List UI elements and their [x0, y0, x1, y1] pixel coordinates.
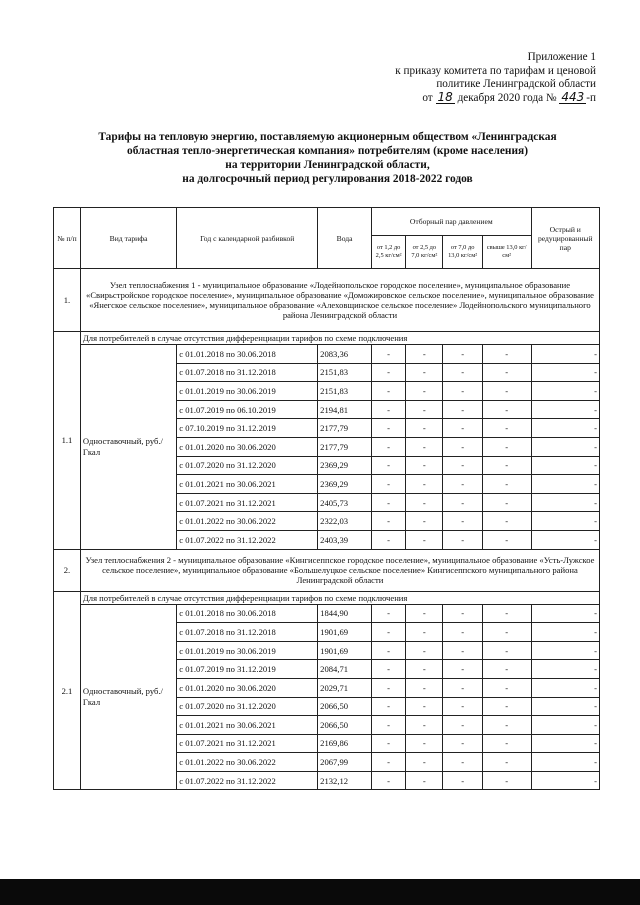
- empty-tariff-dash: -: [406, 716, 443, 735]
- empty-tariff-dash: -: [372, 345, 406, 364]
- empty-tariff-dash: -: [531, 437, 599, 456]
- period-cell: с 01.01.2020 по 30.06.2020: [177, 678, 318, 697]
- date-prefix: от: [422, 91, 433, 104]
- empty-tariff-dash: -: [443, 716, 482, 735]
- period-cell: с 01.01.2019 по 30.06.2019: [177, 641, 318, 660]
- empty-tariff-dash: -: [531, 363, 599, 382]
- empty-tariff-dash: -: [531, 345, 599, 364]
- water-tariff-cell: 2067,99: [318, 753, 372, 772]
- empty-tariff-dash: -: [406, 363, 443, 382]
- empty-tariff-dash: -: [372, 456, 406, 475]
- water-tariff-cell: 2322,03: [318, 512, 372, 531]
- node2-num: 2.: [54, 549, 81, 591]
- tariff-table: [53, 207, 600, 790]
- period-cell: с 01.07.2019 по 06.10.2019: [177, 400, 318, 419]
- empty-tariff-dash: -: [482, 400, 531, 419]
- empty-tariff-dash: -: [406, 493, 443, 512]
- water-tariff-cell: 2029,71: [318, 678, 372, 697]
- water-tariff-cell: 2194,81: [318, 400, 372, 419]
- empty-tariff-dash: -: [482, 512, 531, 531]
- scan-bottom-border: [0, 879, 640, 905]
- header-tariff-type: Вид тарифа: [80, 208, 176, 269]
- empty-tariff-dash: -: [406, 512, 443, 531]
- node1-group-label: Для потребителей в случае отсутствия дифференциации тарифов по схеме подключения: [80, 332, 599, 345]
- empty-tariff-dash: -: [482, 363, 531, 382]
- empty-tariff-dash: -: [531, 400, 599, 419]
- node2-tariff-type: Одноставочный, руб./Гкал: [80, 604, 176, 790]
- node1-sub-num: 1.1: [54, 332, 81, 550]
- date-day-handwritten: 18: [437, 89, 453, 104]
- empty-tariff-dash: -: [372, 512, 406, 531]
- order-number-handwritten: 443: [561, 89, 585, 104]
- appendix-title: Приложение 1: [527, 51, 596, 63]
- empty-tariff-dash: -: [406, 660, 443, 679]
- empty-tariff-dash: -: [406, 345, 443, 364]
- node1-tariff-type: Одноставочный, руб./Гкал: [80, 345, 176, 550]
- period-cell: с 01.07.2020 по 31.12.2020: [177, 456, 318, 475]
- empty-tariff-dash: -: [443, 400, 482, 419]
- header-steam-1: от 1,2 до 2,5 кг/см²: [372, 236, 406, 269]
- empty-tariff-dash: -: [443, 734, 482, 753]
- empty-tariff-dash: -: [531, 660, 599, 679]
- order-suffix: -п: [586, 91, 596, 104]
- title-line-2: областная тепло-энергетическая компания» потребителям (кроме населения): [127, 145, 528, 158]
- empty-tariff-dash: -: [482, 475, 531, 494]
- empty-tariff-dash: -: [406, 456, 443, 475]
- empty-tariff-dash: -: [482, 697, 531, 716]
- empty-tariff-dash: -: [372, 771, 406, 790]
- period-cell: с 01.07.2020 по 31.12.2020: [177, 697, 318, 716]
- empty-tariff-dash: -: [372, 660, 406, 679]
- empty-tariff-dash: -: [372, 678, 406, 697]
- empty-tariff-dash: -: [482, 660, 531, 679]
- empty-tariff-dash: -: [482, 623, 531, 642]
- title-line-4: на долгосрочный период регулирования 2018-2022 годов: [182, 173, 473, 186]
- empty-tariff-dash: -: [406, 697, 443, 716]
- empty-tariff-dash: -: [443, 419, 482, 438]
- empty-tariff-dash: -: [531, 493, 599, 512]
- empty-tariff-dash: -: [482, 678, 531, 697]
- date-rest: декабря 2020 года №: [457, 91, 557, 104]
- empty-tariff-dash: -: [531, 475, 599, 494]
- empty-tariff-dash: -: [531, 512, 599, 531]
- header-steam-3: от 7,0 до 13,0 кг/см²: [443, 236, 482, 269]
- period-cell: с 01.01.2021 по 30.06.2021: [177, 475, 318, 494]
- empty-tariff-dash: -: [372, 419, 406, 438]
- water-tariff-cell: 1844,90: [318, 604, 372, 623]
- header-steam-4: свыше 13,0 кг/см²: [482, 236, 531, 269]
- empty-tariff-dash: -: [482, 716, 531, 735]
- empty-tariff-dash: -: [531, 771, 599, 790]
- empty-tariff-dash: -: [482, 437, 531, 456]
- header-num: № п/п: [54, 208, 81, 269]
- node2-description: Узел теплоснабжения 2 - муниципальное образование «Кингисеппское городское поселение», муниципальное образование «Усть-Лужское сельское поселение», муниципальное образование «Большелуцкое сельское поселение» Кингисеппского муниципального района Ленинградской области: [80, 549, 599, 591]
- table-row: [54, 604, 600, 623]
- header-steam-group: Отборный пар давлением: [372, 208, 532, 236]
- empty-tariff-dash: -: [482, 734, 531, 753]
- period-cell: с 01.07.2022 по 31.12.2022: [177, 771, 318, 790]
- empty-tariff-dash: -: [406, 734, 443, 753]
- empty-tariff-dash: -: [443, 641, 482, 660]
- water-tariff-cell: 2151,83: [318, 363, 372, 382]
- empty-tariff-dash: -: [443, 382, 482, 401]
- water-tariff-cell: 2403,39: [318, 530, 372, 549]
- empty-tariff-dash: -: [372, 530, 406, 549]
- empty-tariff-dash: -: [406, 678, 443, 697]
- empty-tariff-dash: -: [443, 437, 482, 456]
- period-cell: с 01.07.2019 по 31.12.2019: [177, 660, 318, 679]
- empty-tariff-dash: -: [531, 716, 599, 735]
- header-water: Вода: [318, 208, 372, 269]
- empty-tariff-dash: -: [406, 419, 443, 438]
- node2-section: [54, 549, 600, 790]
- empty-tariff-dash: -: [531, 530, 599, 549]
- empty-tariff-dash: -: [372, 437, 406, 456]
- period-cell: с 01.01.2020 по 30.06.2020: [177, 437, 318, 456]
- empty-tariff-dash: -: [406, 530, 443, 549]
- water-tariff-cell: 2083,36: [318, 345, 372, 364]
- empty-tariff-dash: -: [406, 475, 443, 494]
- empty-tariff-dash: -: [372, 475, 406, 494]
- empty-tariff-dash: -: [443, 363, 482, 382]
- empty-tariff-dash: -: [406, 641, 443, 660]
- water-tariff-cell: 1901,69: [318, 641, 372, 660]
- period-cell: с 01.07.2018 по 31.12.2018: [177, 363, 318, 382]
- empty-tariff-dash: -: [443, 623, 482, 642]
- period-cell: с 01.01.2018 по 30.06.2018: [177, 604, 318, 623]
- appendix-header: [326, 51, 596, 105]
- empty-tariff-dash: -: [531, 419, 599, 438]
- empty-tariff-dash: -: [482, 345, 531, 364]
- table-row: [54, 345, 600, 364]
- node2-group-label: Для потребителей в случае отсутствия дифференциации тарифов по схеме подключения: [80, 591, 599, 604]
- empty-tariff-dash: -: [443, 771, 482, 790]
- empty-tariff-dash: -: [482, 641, 531, 660]
- empty-tariff-dash: -: [531, 623, 599, 642]
- empty-tariff-dash: -: [482, 456, 531, 475]
- node1-section: [54, 269, 600, 550]
- empty-tariff-dash: -: [372, 753, 406, 772]
- document-title: [40, 130, 615, 186]
- empty-tariff-dash: -: [406, 382, 443, 401]
- empty-tariff-dash: -: [531, 382, 599, 401]
- empty-tariff-dash: -: [443, 697, 482, 716]
- empty-tariff-dash: -: [482, 530, 531, 549]
- water-tariff-cell: 2084,71: [318, 660, 372, 679]
- empty-tariff-dash: -: [443, 530, 482, 549]
- empty-tariff-dash: -: [531, 753, 599, 772]
- empty-tariff-dash: -: [443, 456, 482, 475]
- empty-tariff-dash: -: [531, 456, 599, 475]
- empty-tariff-dash: -: [482, 771, 531, 790]
- empty-tariff-dash: -: [372, 400, 406, 419]
- node1-description: Узел теплоснабжения 1 - муниципальное образование «Лодейнопольское городское поселение», муниципальное образование «Свирьстройское городское поселение», муниципальное образование «Доможировское сельское поселение», муниципальное образование «Янегское сельское поселение», муниципальное образование «Алеховщинское сельское поселение» Лодейнопольского муниципального района Ленинградской области: [80, 269, 599, 332]
- appendix-date-line: [326, 89, 596, 106]
- empty-tariff-dash: -: [372, 697, 406, 716]
- water-tariff-cell: 2369,29: [318, 456, 372, 475]
- empty-tariff-dash: -: [406, 753, 443, 772]
- period-cell: с 01.07.2021 по 31.12.2021: [177, 493, 318, 512]
- water-tariff-cell: 2169,86: [318, 734, 372, 753]
- empty-tariff-dash: -: [406, 771, 443, 790]
- empty-tariff-dash: -: [443, 512, 482, 531]
- header-steam-2: от 2,5 до 7,0 кг/см²: [406, 236, 443, 269]
- title-line-3: на территории Ленинградской области,: [225, 159, 430, 172]
- empty-tariff-dash: -: [531, 604, 599, 623]
- period-cell: с 01.07.2021 по 31.12.2021: [177, 734, 318, 753]
- water-tariff-cell: 2066,50: [318, 697, 372, 716]
- empty-tariff-dash: -: [406, 623, 443, 642]
- period-cell: с 01.01.2022 по 30.06.2022: [177, 753, 318, 772]
- empty-tariff-dash: -: [443, 604, 482, 623]
- empty-tariff-dash: -: [482, 493, 531, 512]
- period-cell: с 01.01.2021 по 30.06.2021: [177, 716, 318, 735]
- empty-tariff-dash: -: [372, 363, 406, 382]
- period-cell: с 01.01.2019 по 30.06.2019: [177, 382, 318, 401]
- water-tariff-cell: 2177,79: [318, 419, 372, 438]
- water-tariff-cell: 2066,50: [318, 716, 372, 735]
- title-line-1: Тарифы на тепловую энергию, поставляемую акционерным обществом «Ленинградская: [98, 131, 557, 143]
- period-cell: с 01.01.2022 по 30.06.2022: [177, 512, 318, 531]
- empty-tariff-dash: -: [372, 734, 406, 753]
- header-period: Год с календарной разбивкой: [177, 208, 318, 269]
- period-cell: с 01.07.2018 по 31.12.2018: [177, 623, 318, 642]
- node1-num: 1.: [54, 269, 81, 332]
- appendix-committee: политике Ленинградской области: [436, 78, 596, 91]
- empty-tariff-dash: -: [372, 493, 406, 512]
- water-tariff-cell: 1901,69: [318, 623, 372, 642]
- period-cell: с 07.10.2019 по 31.12.2019: [177, 419, 318, 438]
- empty-tariff-dash: -: [482, 382, 531, 401]
- water-tariff-cell: 2132,12: [318, 771, 372, 790]
- empty-tariff-dash: -: [531, 678, 599, 697]
- empty-tariff-dash: -: [531, 697, 599, 716]
- water-tariff-cell: 2151,83: [318, 382, 372, 401]
- empty-tariff-dash: -: [482, 604, 531, 623]
- empty-tariff-dash: -: [406, 400, 443, 419]
- appendix-order-ref: к приказу комитета по тарифам и ценовой: [395, 64, 596, 77]
- period-cell: с 01.01.2018 по 30.06.2018: [177, 345, 318, 364]
- empty-tariff-dash: -: [372, 382, 406, 401]
- water-tariff-cell: 2369,29: [318, 475, 372, 494]
- empty-tariff-dash: -: [443, 345, 482, 364]
- empty-tariff-dash: -: [443, 660, 482, 679]
- empty-tariff-dash: -: [443, 753, 482, 772]
- period-cell: с 01.07.2022 по 31.12.2022: [177, 530, 318, 549]
- empty-tariff-dash: -: [443, 475, 482, 494]
- empty-tariff-dash: -: [372, 641, 406, 660]
- water-tariff-cell: 2177,79: [318, 437, 372, 456]
- empty-tariff-dash: -: [372, 716, 406, 735]
- empty-tariff-dash: -: [482, 753, 531, 772]
- empty-tariff-dash: -: [406, 437, 443, 456]
- empty-tariff-dash: -: [443, 493, 482, 512]
- empty-tariff-dash: -: [531, 734, 599, 753]
- water-tariff-cell: 2405,73: [318, 493, 372, 512]
- header-sharp-steam: Острый и редуцированный пар: [531, 208, 599, 269]
- node2-sub-num: 2.1: [54, 591, 81, 790]
- empty-tariff-dash: -: [372, 604, 406, 623]
- empty-tariff-dash: -: [372, 623, 406, 642]
- empty-tariff-dash: -: [531, 641, 599, 660]
- empty-tariff-dash: -: [443, 678, 482, 697]
- empty-tariff-dash: -: [482, 419, 531, 438]
- empty-tariff-dash: -: [406, 604, 443, 623]
